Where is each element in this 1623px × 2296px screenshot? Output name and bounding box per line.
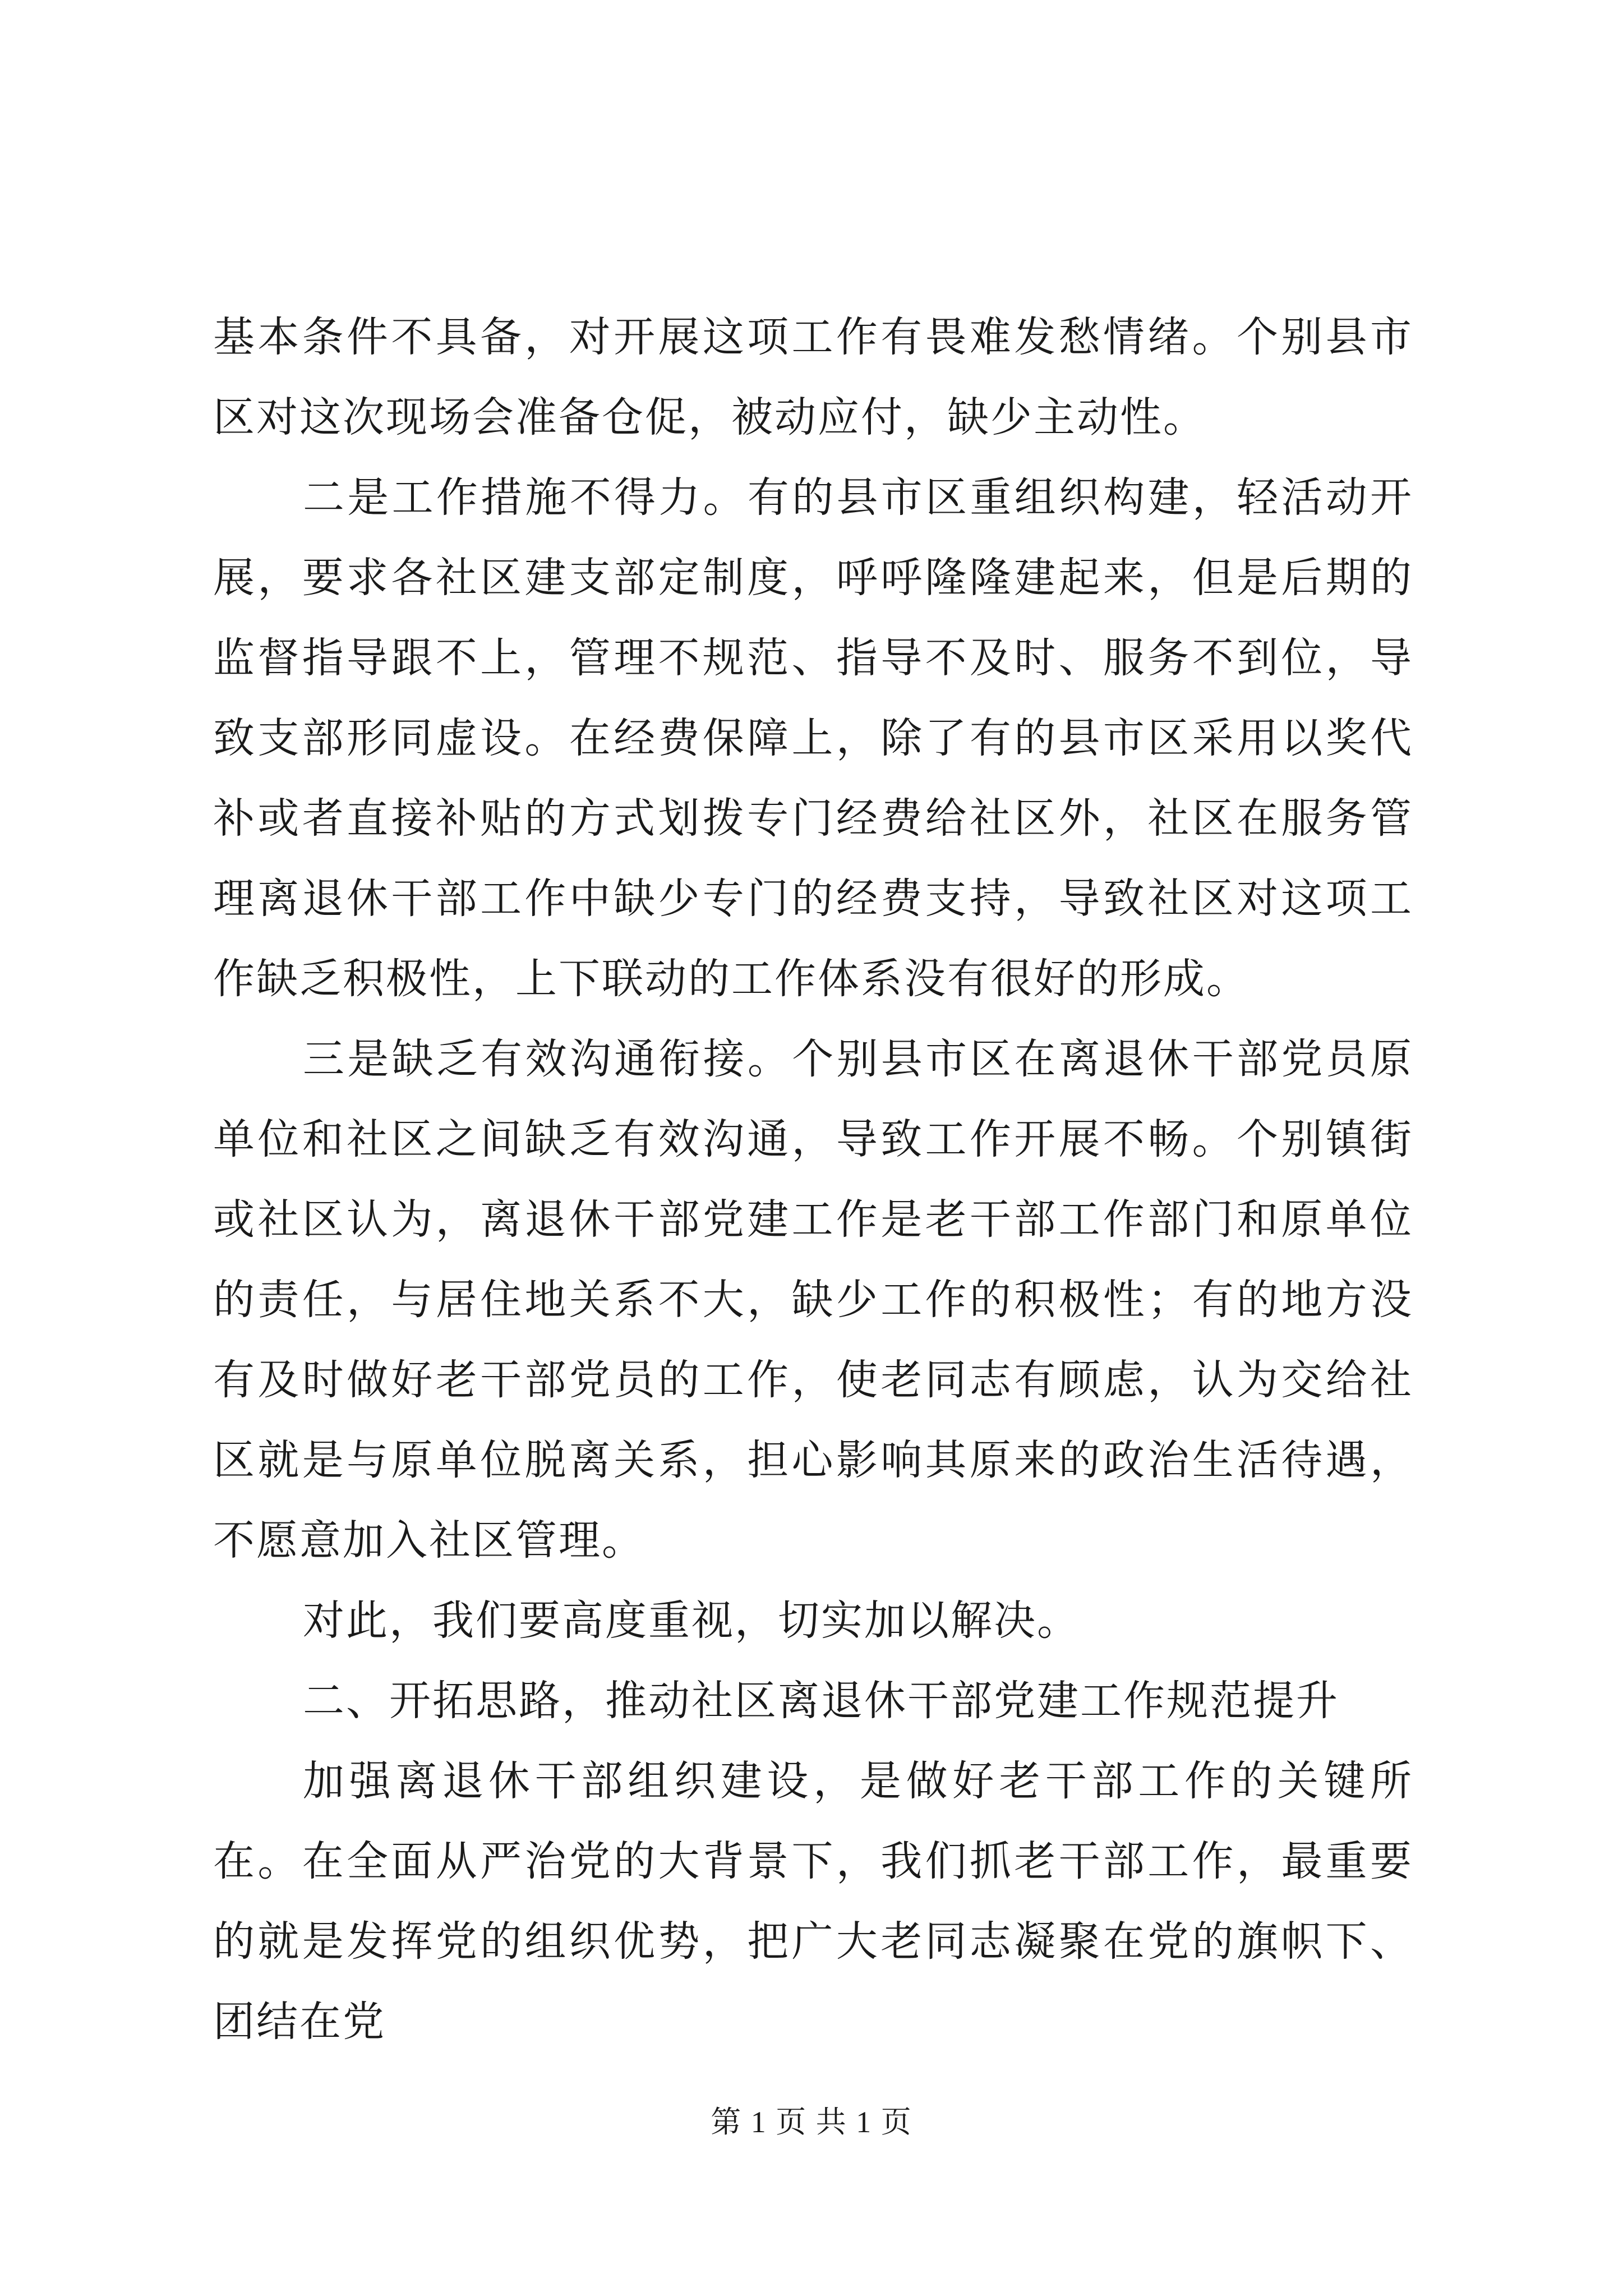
paragraph-1: 基本条件不具备，对开展这项工作有畏难发愁情绪。个别县市区对这次现场会准备仓促，被动应付，缺少主动性。 [213,313,1413,441]
body-text [213,297,1413,2062]
paragraph-3: 三是缺乏有效沟通衔接。个别县市区在离退休干部党员原单位和社区之间缺乏有效沟通，导致工作开展不畅。个别镇街或社区认为，离退休干部党建工作是老干部工作部门和原单位的责任，与居住地关系不大，缺少工作的积极性；有的地方没有及时做好老干部党员的工作，使老同志有顾虑，认为交给社区就是与原单位脱离关系，担心影响其原来的政治生活待遇，不愿意加入社区管理。 [213,1035,1413,1565]
paragraph-6: 加强离退休干部组织建设，是做好老干部工作的关键所在。在全面从严治党的大背景下，我们抓老干部工作，最重要的就是发挥党的组织优势，把广大老同志凝聚在党的旗帜下、团结在党 [213,1757,1413,2046]
paragraph-4: 对此，我们要高度重视，切实加以解决。 [303,1596,1080,1645]
paragraph-2: 二是工作措施不得力。有的县市区重组织构建，轻活动开展，要求各社区建支部定制度，呼呼隆隆建起来，但是后期的监督指导跟不上，管理不规范、指导不及时、服务不到位，导致支部形同虚设。在经费保障上，除了有的县市区采用以奖代补或者直接补贴的方式划拨专门经费给社区外，社区在服务管理离退休干部工作中缺少专门的经费支持，导致社区对这项工作缺乏积极性，上下联动的工作体系没有很好的形成。 [213,473,1413,1003]
page-footer: 第 1 页 共 1 页 [711,2105,912,2139]
section-heading: 二、开拓思路，推动社区离退休干部党建工作规范提升 [303,1677,1339,1725]
